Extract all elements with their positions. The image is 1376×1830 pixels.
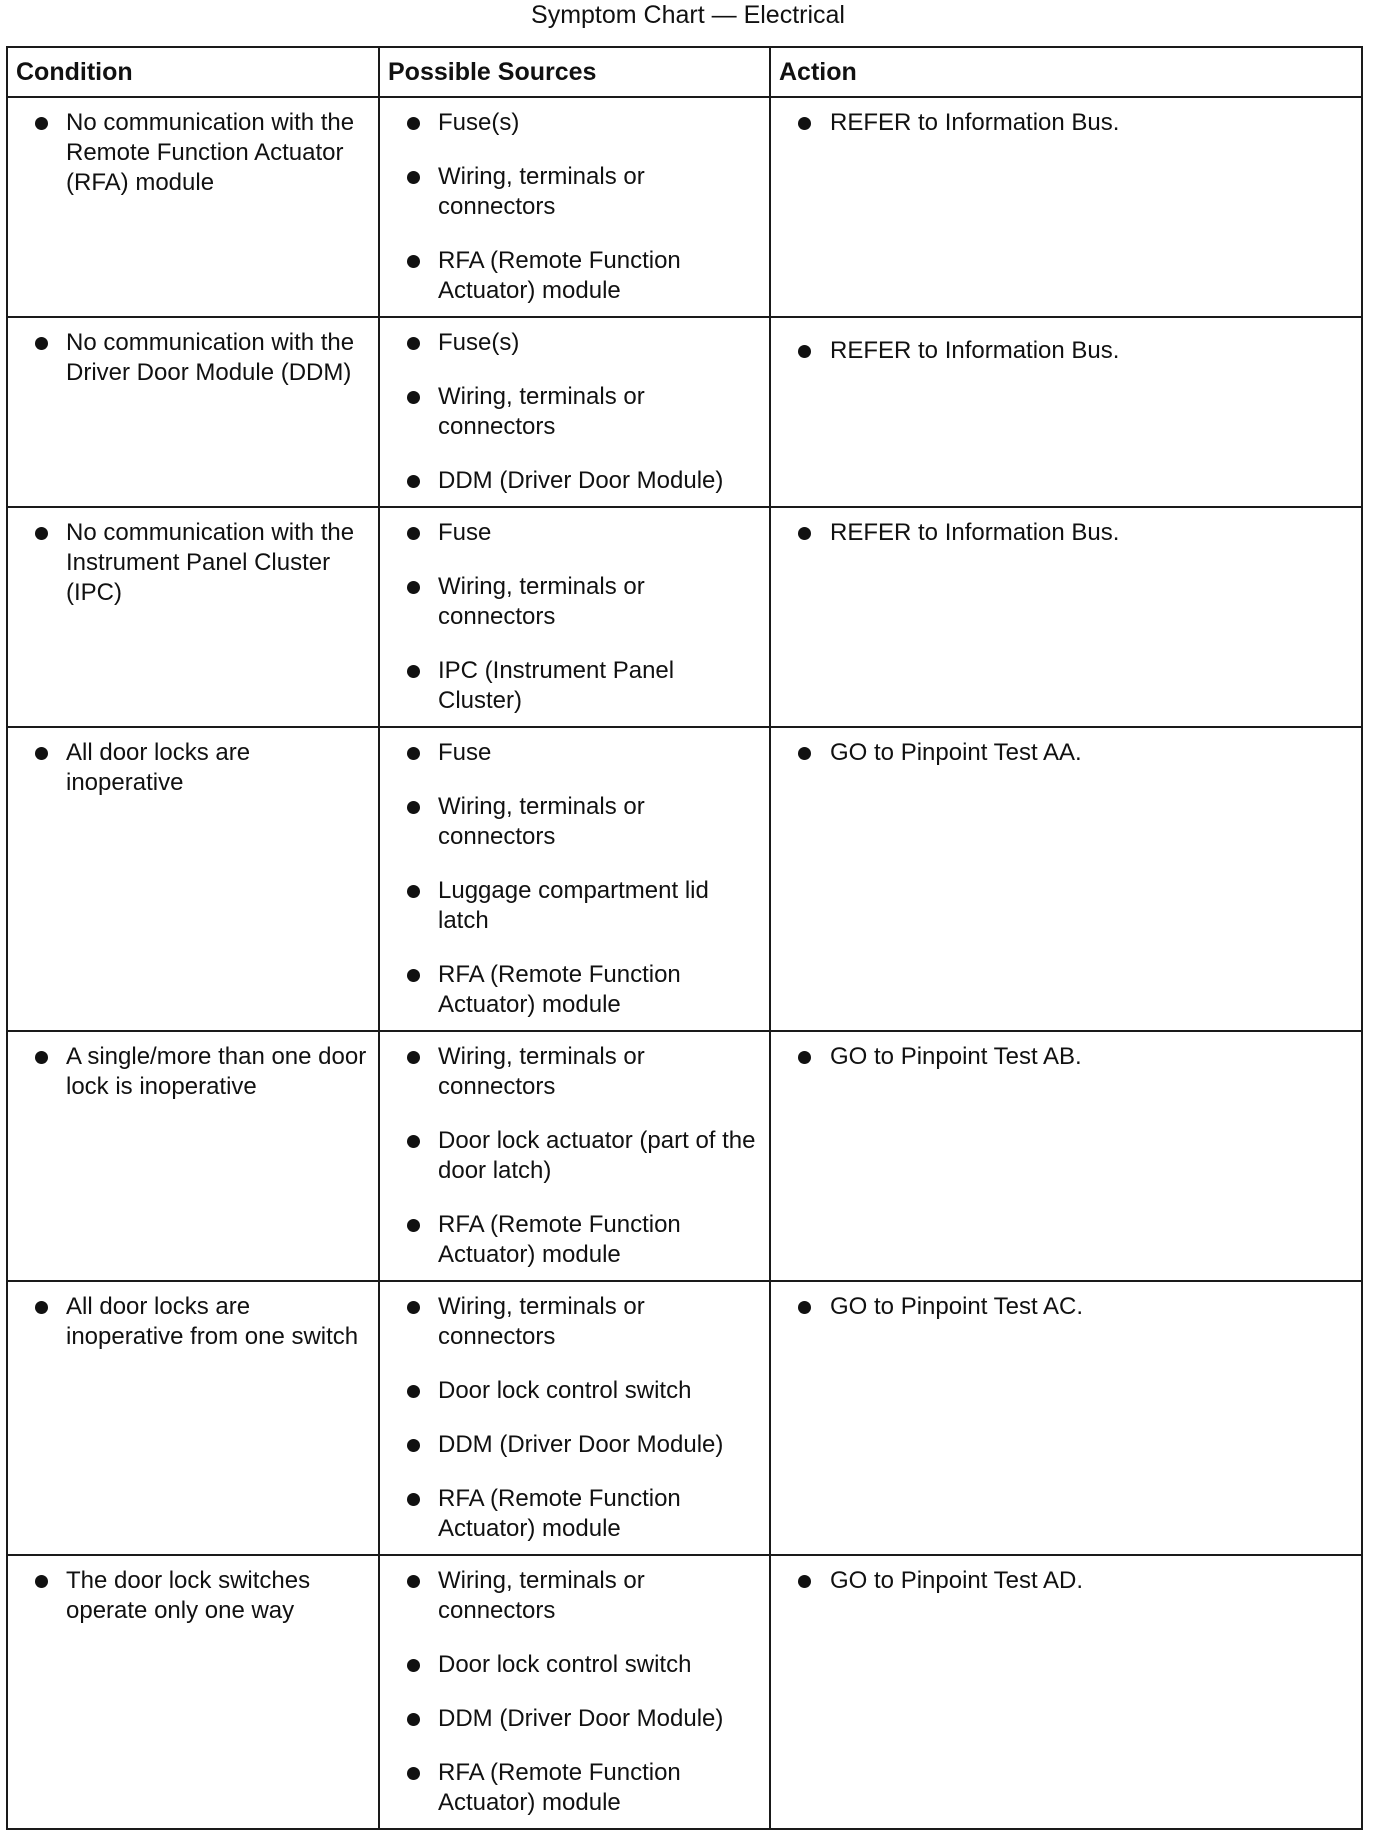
list-item (771, 518, 1355, 548)
list-item (8, 1566, 372, 1626)
source-text: Wiring, terminals or connectors (438, 1293, 645, 1350)
list-item (380, 328, 763, 358)
header-condition: Condition (7, 47, 379, 97)
bullet-icon (407, 475, 420, 488)
table-row (7, 1031, 1362, 1281)
list-item (380, 518, 763, 548)
bullet-icon (407, 1659, 420, 1672)
condition-cell (7, 1281, 379, 1555)
source-text: Wiring, terminals or connectors (438, 163, 645, 220)
list-item (380, 466, 763, 496)
list-item (771, 1042, 1355, 1072)
bullet-icon (407, 255, 420, 268)
bullet-icon (407, 969, 420, 982)
bullet-icon (35, 117, 48, 130)
list-item (771, 336, 1355, 366)
header-possible-sources: Possible Sources (379, 47, 770, 97)
condition-text: No communication with the Remote Function Actuator (RFA) module (66, 109, 355, 196)
bullet-icon (35, 747, 48, 760)
list-item (8, 738, 372, 798)
action-cell (770, 727, 1362, 1031)
list-item (771, 1566, 1355, 1596)
bullet-icon (35, 527, 48, 540)
list-item (380, 1376, 763, 1406)
list-item (380, 656, 763, 716)
bullet-icon (407, 747, 420, 760)
action-cell (770, 317, 1362, 507)
list-item (380, 792, 763, 852)
list-item (380, 162, 763, 222)
condition-cell (7, 97, 379, 317)
bullet-icon (798, 1301, 811, 1314)
list-item (380, 1126, 763, 1186)
bullet-icon (407, 1493, 420, 1506)
list-item (380, 738, 763, 768)
sources-cell (379, 1555, 770, 1829)
list-item (380, 876, 763, 936)
list-item (380, 1704, 763, 1734)
condition-text: All door locks are inoperative from one switch (66, 1293, 359, 1350)
table-row (7, 1555, 1362, 1829)
list-item (380, 246, 763, 306)
bullet-icon (798, 527, 811, 540)
bullet-icon (407, 1385, 420, 1398)
list-item (380, 572, 763, 632)
sources-cell (379, 507, 770, 727)
source-text: DDM (Driver Door Module) (438, 1431, 724, 1458)
bullet-icon (407, 1135, 420, 1148)
condition-text: All door locks are inoperative (66, 739, 251, 796)
source-text: DDM (Driver Door Module) (438, 1705, 724, 1732)
action-cell (770, 1555, 1362, 1829)
condition-cell (7, 1555, 379, 1829)
table-row (7, 97, 1362, 317)
list-item (8, 1292, 372, 1352)
sources-cell (379, 317, 770, 507)
action-cell (770, 1281, 1362, 1555)
source-text: RFA (Remote Function Actuator) module (438, 1485, 681, 1542)
action-text: REFER to Information Bus. (830, 337, 1120, 364)
condition-text: No communication with the Driver Door Module (DDM) (66, 329, 355, 386)
source-text: IPC (Instrument Panel Cluster) (438, 657, 675, 714)
list-item (380, 1292, 763, 1352)
bullet-icon (798, 747, 811, 760)
bullet-icon (35, 337, 48, 350)
bullet-icon (407, 1713, 420, 1726)
action-cell (770, 507, 1362, 727)
list-item (771, 738, 1355, 768)
symptom-chart-table (6, 46, 1363, 1830)
list-item (380, 108, 763, 138)
list-item (380, 960, 763, 1020)
list-item (380, 1650, 763, 1680)
source-text: Wiring, terminals or connectors (438, 1043, 645, 1100)
bullet-icon (35, 1051, 48, 1064)
bullet-icon (407, 171, 420, 184)
condition-cell (7, 317, 379, 507)
sources-cell (379, 1031, 770, 1281)
source-text: Wiring, terminals or connectors (438, 1567, 645, 1624)
bullet-icon (407, 117, 420, 130)
source-text: RFA (Remote Function Actuator) module (438, 1211, 681, 1268)
list-item (8, 328, 372, 388)
bullet-icon (407, 581, 420, 594)
bullet-icon (798, 1051, 811, 1064)
bullet-icon (35, 1575, 48, 1588)
list-item (380, 382, 763, 442)
condition-cell (7, 1031, 379, 1281)
bullet-icon (407, 337, 420, 350)
bullet-icon (798, 345, 811, 358)
table-row (7, 507, 1362, 727)
source-text: Wiring, terminals or connectors (438, 573, 645, 630)
sources-cell (379, 97, 770, 317)
condition-cell (7, 727, 379, 1031)
action-text: GO to Pinpoint Test AA. (830, 739, 1082, 766)
source-text: RFA (Remote Function Actuator) module (438, 247, 681, 304)
list-item (8, 1042, 372, 1102)
bullet-icon (407, 885, 420, 898)
source-text: Door lock actuator (part of the door latch) (438, 1127, 756, 1184)
condition-text: No communication with the Instrument Panel Cluster (IPC) (66, 519, 355, 606)
bullet-icon (798, 117, 811, 130)
list-item (380, 1566, 763, 1626)
list-item (380, 1430, 763, 1460)
sources-cell (379, 1281, 770, 1555)
bullet-icon (407, 1301, 420, 1314)
header-action: Action (770, 47, 1362, 97)
source-text: Fuse(s) (438, 109, 520, 136)
list-item (380, 1758, 763, 1818)
source-text: Luggage compartment lid latch (438, 877, 709, 934)
page-title: Symptom Chart — Electrical (531, 1, 845, 29)
action-text: REFER to Information Bus. (830, 519, 1120, 546)
action-text: GO to Pinpoint Test AD. (830, 1567, 1084, 1594)
table-row (7, 1281, 1362, 1555)
condition-text: A single/more than one door lock is inoperative (66, 1043, 367, 1100)
condition-text: The door lock switches operate only one way (66, 1567, 311, 1624)
source-text: Wiring, terminals or connectors (438, 383, 645, 440)
bullet-icon (407, 391, 420, 404)
list-item (8, 108, 372, 198)
bullet-icon (407, 1575, 420, 1588)
bullet-icon (407, 1767, 420, 1780)
table-header-row (7, 47, 1362, 97)
source-text: RFA (Remote Function Actuator) module (438, 961, 681, 1018)
table-row (7, 727, 1362, 1031)
action-text: GO to Pinpoint Test AC. (830, 1293, 1084, 1320)
list-item (771, 108, 1355, 138)
list-item (380, 1210, 763, 1270)
bullet-icon (407, 1439, 420, 1452)
sources-cell (379, 727, 770, 1031)
bullet-icon (798, 1575, 811, 1588)
source-text: Door lock control switch (438, 1377, 692, 1404)
source-text: Fuse (438, 739, 492, 766)
bullet-icon (407, 1051, 420, 1064)
action-cell (770, 1031, 1362, 1281)
bullet-icon (407, 527, 420, 540)
table-row (7, 317, 1362, 507)
condition-cell (7, 507, 379, 727)
source-text: Door lock control switch (438, 1651, 692, 1678)
list-item (8, 518, 372, 608)
action-text: REFER to Information Bus. (830, 109, 1120, 136)
list-item (380, 1042, 763, 1102)
bullet-icon (407, 665, 420, 678)
action-text: GO to Pinpoint Test AB. (830, 1043, 1082, 1070)
bullet-icon (407, 801, 420, 814)
bullet-icon (35, 1301, 48, 1314)
source-text: Fuse (438, 519, 492, 546)
source-text: Fuse(s) (438, 329, 520, 356)
source-text: RFA (Remote Function Actuator) module (438, 1759, 681, 1816)
list-item (771, 1292, 1355, 1322)
source-text: Wiring, terminals or connectors (438, 793, 645, 850)
list-item (380, 1484, 763, 1544)
bullet-icon (407, 1219, 420, 1232)
source-text: DDM (Driver Door Module) (438, 467, 724, 494)
action-cell (770, 97, 1362, 317)
